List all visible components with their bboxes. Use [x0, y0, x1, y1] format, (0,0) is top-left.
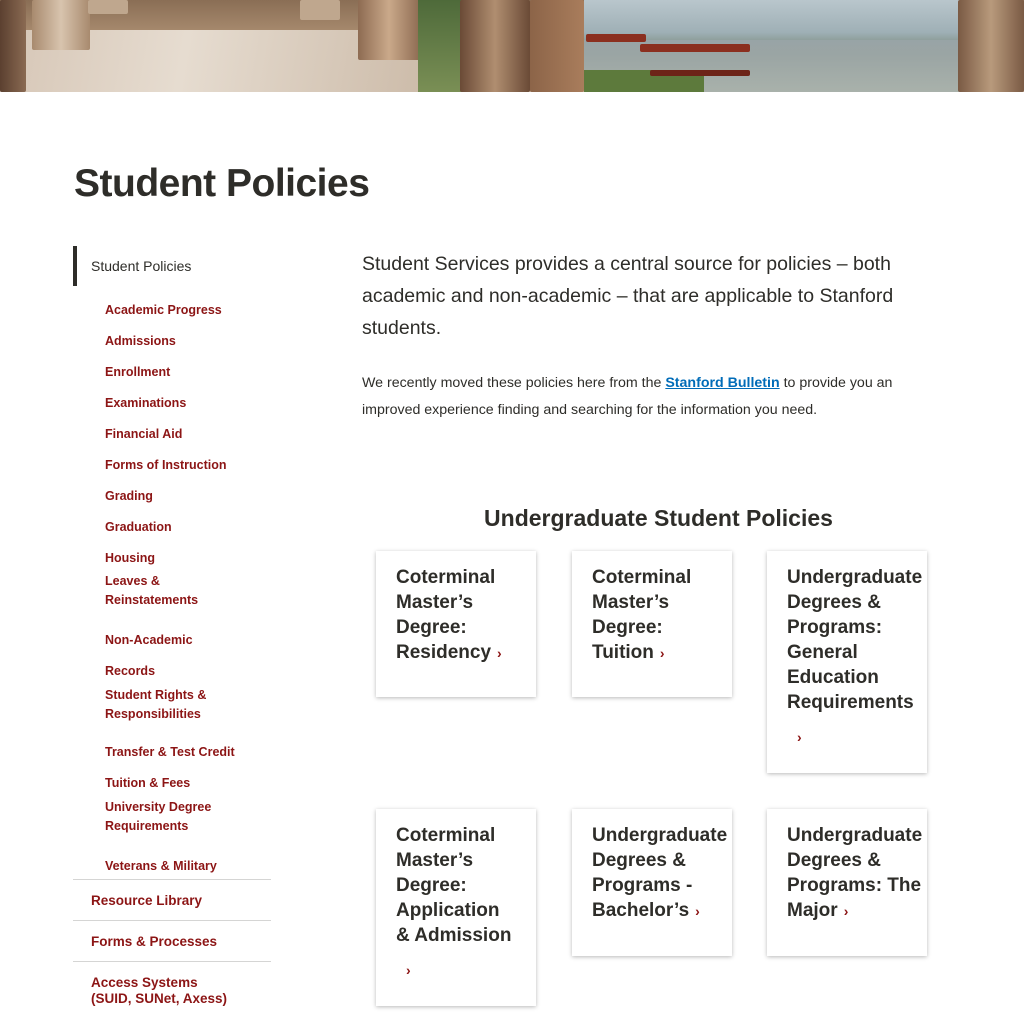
sidebar-sub-item-label: Non-Academic	[105, 633, 193, 647]
sidebar-current-item[interactable]	[73, 246, 271, 286]
sidebar-sub-item[interactable]	[105, 332, 265, 351]
policy-card-title-line: Master’s	[396, 592, 474, 613]
intro-text: Student Services provides a central source for policies – both academic and non-academic – that are applicable to Stanford students.	[362, 253, 894, 339]
sidebar-sub-item[interactable]	[105, 857, 265, 876]
sidebar-top-item[interactable]	[73, 879, 271, 909]
chevron-right-icon: ›	[695, 903, 700, 919]
sidebar-sub-item[interactable]	[105, 631, 265, 650]
sidebar-sub-item[interactable]	[105, 363, 265, 382]
policy-card-title-line: Coterminal	[396, 567, 496, 588]
policy-card-title	[787, 823, 927, 924]
sidebar-top-item-label: (SUID, SUNet, Axess)	[91, 991, 228, 1006]
note-before: We recently moved these policies here from the	[362, 375, 666, 391]
policy-card[interactable]	[376, 551, 536, 697]
chevron-right-icon: ›	[659, 645, 665, 661]
policy-card[interactable]	[572, 809, 732, 956]
policy-card-title-line: & Admission	[396, 925, 512, 946]
policy-card-title-line: Major ›	[787, 900, 849, 921]
sidebar-sub-item[interactable]	[105, 572, 265, 610]
sidebar-sub-item-label: Records	[105, 664, 156, 678]
sidebar-sub-item-label: Examinations	[105, 396, 187, 410]
sidebar-sub-item[interactable]	[105, 301, 265, 320]
sidebar-sub-item-label: Admissions	[105, 334, 176, 348]
policy-card-title-line: Programs:	[787, 617, 883, 638]
policy-card-title-line: Tuition ›	[592, 642, 665, 663]
sidebar-sub-item[interactable]	[105, 798, 265, 836]
sidebar-sub-item-label: Grading	[105, 489, 153, 503]
sidebar-sub-item-label: Housing	[105, 551, 155, 565]
chevron-right-icon: ›	[406, 962, 411, 978]
sidebar-sub-item-label: Requirements	[105, 819, 189, 833]
sidebar-top-item[interactable]	[73, 961, 271, 1007]
policy-card-title-line: Undergraduate	[787, 567, 923, 588]
sidebar-sub-item-label: Academic Progress	[105, 303, 222, 317]
policy-card-title-line: Requirements	[787, 692, 914, 713]
sidebar-sub-item-label: Financial Aid	[105, 427, 183, 441]
sidebar-sub-item[interactable]	[105, 518, 265, 537]
sidebar-top-item-label: Forms & Processes	[91, 934, 218, 949]
policy-card-title-line: General	[787, 642, 858, 663]
sidebar-sub-item-label: University Degree	[105, 800, 212, 814]
sidebar-top-item[interactable]	[73, 920, 271, 950]
stanford-bulletin-link[interactable]: Stanford Bulletin	[665, 375, 780, 391]
note-after: to provide you an improved experience finding and searching for the information you need.	[362, 375, 893, 418]
policy-card[interactable]	[376, 809, 536, 1006]
policy-card[interactable]	[767, 551, 927, 773]
policy-card-title-line: Education	[787, 667, 879, 688]
sidebar-sub-item-label: Student Rights &	[105, 688, 207, 702]
policy-card-title-line: Residency ›	[396, 642, 502, 663]
sidebar-sub-item-label: Veterans & Military	[105, 859, 217, 873]
policy-card-title-line: Coterminal	[396, 825, 496, 846]
policy-card[interactable]	[767, 809, 927, 956]
policy-card-title-line: Bachelor’s ›	[592, 900, 700, 921]
sidebar-current-label: Student Policies	[91, 258, 192, 274]
sidebar-sub-item[interactable]	[105, 394, 265, 413]
policy-card-title-line: Undergraduate	[787, 825, 923, 846]
policy-card-title-line: Master’s	[396, 850, 474, 871]
policy-card-title-line: Master’s	[592, 592, 670, 613]
sidebar-sub-item-label: Graduation	[105, 520, 172, 534]
policy-card-title	[592, 565, 732, 666]
policy-card-title	[396, 565, 536, 666]
policy-card-title-line: Degree:	[396, 875, 467, 896]
policy-card-title-line: Coterminal	[592, 567, 692, 588]
policy-card-title-line: Programs -	[592, 875, 693, 896]
policy-card-title-line: Undergraduate	[592, 825, 728, 846]
sidebar-sub-item[interactable]	[105, 549, 265, 568]
policy-card-title-line: Application	[396, 900, 500, 921]
chevron-right-icon: ›	[797, 729, 802, 745]
policy-card-title	[787, 565, 927, 750]
policy-card-title-line: Degrees &	[787, 592, 881, 613]
sidebar-top-item-label: Resource Library	[91, 893, 203, 908]
sidebar-sub-item-label: Tuition & Fees	[105, 776, 191, 790]
sidebar-sub-item[interactable]	[105, 686, 265, 724]
policy-card-title-line: Programs: The	[787, 875, 922, 896]
chevron-right-icon: ›	[497, 645, 502, 661]
policy-card-title-line: Degrees &	[787, 850, 881, 871]
sidebar-sub-item[interactable]	[105, 487, 265, 506]
sidebar-sub-item-label: Reinstatements	[105, 593, 199, 607]
sidebar-sub-item-label: Responsibilities	[105, 707, 201, 721]
sidebar-sub-item[interactable]	[105, 456, 265, 475]
policy-card-title-line: Degree:	[396, 617, 467, 638]
hero-photo	[0, 0, 1024, 92]
note-text	[362, 370, 942, 424]
sidebar-sub-item-label: Enrollment	[105, 365, 171, 379]
policy-card-title-line: Degrees &	[592, 850, 686, 871]
policy-card-title-line: Degree:	[592, 617, 663, 638]
sidebar-sub-item[interactable]	[105, 774, 265, 793]
sidebar-sub-item[interactable]	[105, 662, 265, 681]
sidebar-sub-item[interactable]	[105, 425, 265, 444]
chevron-right-icon: ›	[843, 903, 849, 919]
sidebar-sub-item-label: Forms of Instruction	[105, 458, 227, 472]
policy-card-title	[396, 823, 536, 983]
sidebar-sub-item-label: Leaves &	[105, 574, 160, 588]
policy-card[interactable]	[572, 551, 732, 697]
section-title: Undergraduate Student Policies	[484, 505, 833, 531]
sidebar-nav	[73, 246, 271, 1006]
page-title: Student Policies	[74, 162, 370, 205]
sidebar-sub-item[interactable]	[105, 743, 265, 762]
sidebar-top-item-label: Access Systems	[91, 975, 198, 990]
policy-card-title	[592, 823, 732, 924]
sidebar-sub-item-label: Transfer & Test Credit	[105, 745, 235, 759]
